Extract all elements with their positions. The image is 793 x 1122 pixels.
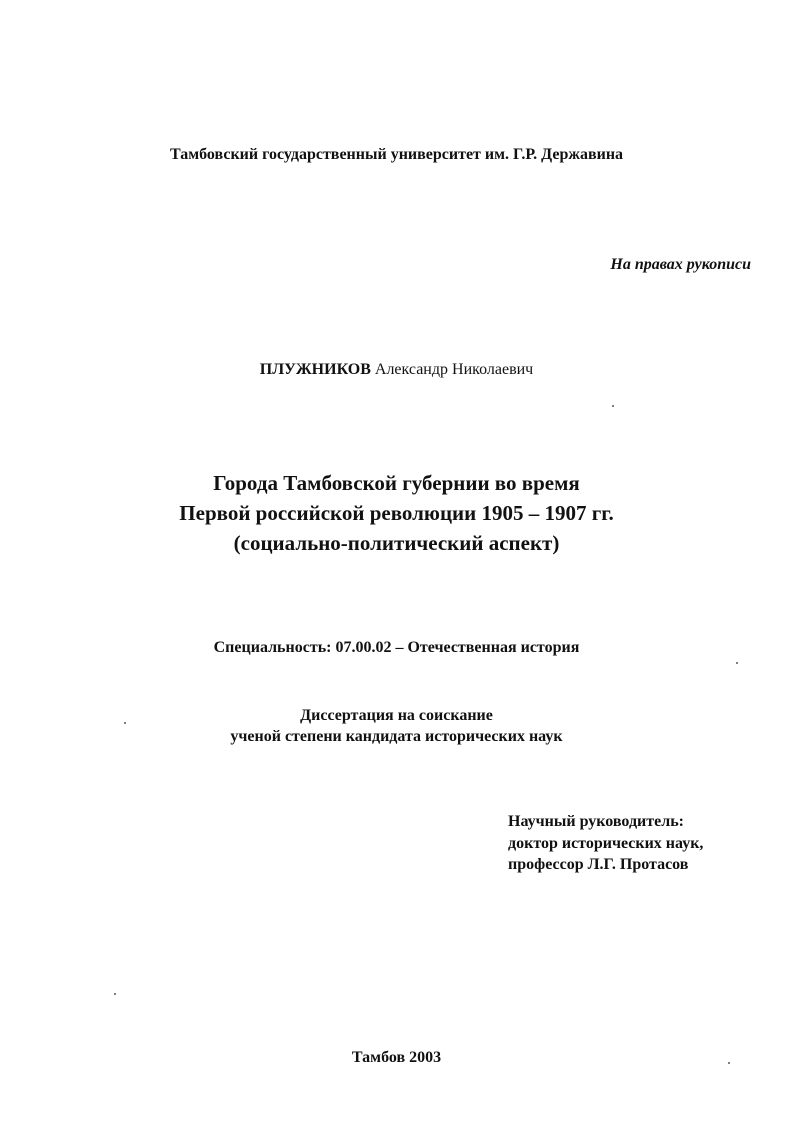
supervisor-block bbox=[508, 811, 703, 876]
title-line-1: Города Тамбовской губернии во время bbox=[213, 471, 580, 495]
rights-note: На правах рукописи bbox=[610, 256, 751, 273]
university-name: Тамбовский государственный университет им. Г.Р. Державина bbox=[169, 146, 624, 163]
supervisor-degree: доктор исторических наук, bbox=[508, 834, 704, 852]
title-line-2: Первой российской революции 1905 – 1907 гг. bbox=[179, 501, 614, 525]
supervisor-name: профессор Л.Г. Протасов bbox=[508, 856, 689, 873]
author-surname: ПЛУЖНИКОВ bbox=[259, 361, 371, 378]
scan-speck bbox=[114, 993, 116, 995]
scan-speck bbox=[612, 405, 614, 407]
degree-statement bbox=[0, 705, 793, 747]
degree-line-1: Диссертация на соискание bbox=[300, 707, 493, 724]
author-line bbox=[0, 361, 793, 379]
degree-line-2: ученой степени кандидата исторических наук bbox=[230, 728, 563, 745]
scan-speck bbox=[728, 1062, 730, 1064]
scan-speck bbox=[736, 662, 738, 664]
city-year: Тамбов 2003 bbox=[351, 1049, 442, 1066]
specialty-line: Специальность: 07.00.02 – Отечественная история bbox=[213, 639, 580, 656]
author-given-names: Александр Николаевич bbox=[374, 361, 534, 378]
scan-speck bbox=[124, 722, 126, 724]
dissertation-title bbox=[0, 468, 793, 558]
title-line-3: (социально-политический аспект) bbox=[233, 531, 560, 555]
supervisor-heading: Научный руководитель: bbox=[508, 813, 684, 830]
